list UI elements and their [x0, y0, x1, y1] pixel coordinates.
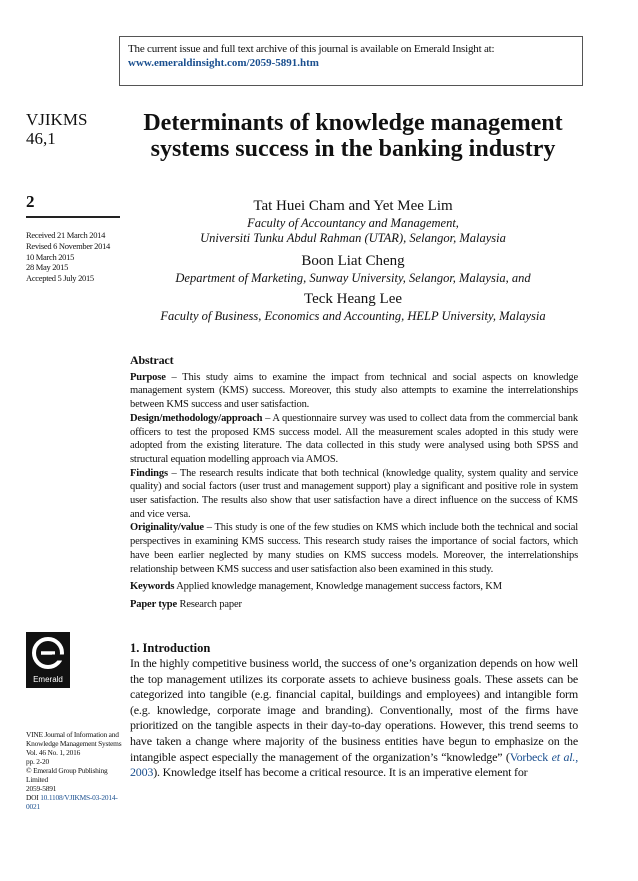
keywords: Keywords Applied knowledge management, Knowledge management success factors, KM — [130, 581, 502, 593]
journal-info: VINE Journal of Information and Knowledge Management Systems Vol. 46 No. 1, 2016 pp. 2-20 © Emerald Group Publishing Limited 2059-5891 DOI 10.1108/VJIKMS-03-2014-0021 — [26, 730, 126, 811]
abstract — [130, 354, 578, 612]
received-dates: Received 21 March 2014 Revised 6 November 2014 10 March 2015 28 May 2015 Accepted 5 July 2015 — [26, 230, 110, 284]
abstract-originality: Originality/value – This study is one of the few studies on KMS which include both the technical and social perspectives in examining KMS success. This research study raises the importance of social factors, which have been earlier neglected by many studies on KMS success models. Moreover, the interrelationships relationship between KMS success and user satisfaction also been examined in this study. — [130, 522, 578, 575]
affiliation-3: Faculty of Business, Economics and Accounting, HELP University, Malaysia — [160, 309, 546, 323]
authors-3: Teck Heang Lee — [303, 291, 403, 307]
abstract-heading: Abstract — [130, 353, 174, 367]
doi: DOI 10.1108/VJIKMS-03-2014-0021 — [26, 793, 118, 811]
authors-2: Boon Liat Cheng — [301, 253, 405, 269]
abstract-purpose: Purpose – This study aims to examine the impact from technical and social aspects on knowledge management system (KMS) success. Moreover, this study also attempts to examine the interrelationships between KMS success and user satisfaction. — [130, 371, 578, 411]
abstract-design: Design/methodology/approach – A questionnaire survey was used to collect data from the commercial bank officers to test the proposed KMS success model. All the measurement scales adopted in this study were adopted from the existing literature. The data collected in this study were analysed using both SPSS and structural equation modelling approach via AMOS. — [130, 412, 578, 465]
abstract-findings: Findings – The research results indicate that both technical (knowledge quality, system quality and service quality) and social factors (user trust and management support) play a significant and positive role in system user satisfaction. The results also show that user satisfaction have a direct influence on the success of KMS and vice versa. — [130, 467, 578, 520]
paper-title: Determinants of knowledge management systems success in the banking industry — [143, 110, 563, 162]
paper-type: Paper type Research paper — [130, 598, 242, 610]
journal-availability-box — [119, 36, 583, 86]
introduction-section — [130, 640, 578, 781]
journal-code: VJIKMS 46,1 — [26, 110, 88, 148]
section-heading: 1. Introduction — [130, 641, 211, 655]
intro-paragraph: In the highly competitive business world, the success of one’s organization depends on how well the top management utilizes its corporate assets to achieve business goals. These assets can be categorized into tangible (e.g. financial capital, buildings and employees) and intangible form (e.g. knowledge, corporate image and branding). Conventionally, most of the firms have prioritized on the tangible aspects in their day-to-day operations. However, this trend seems to have taken a change where majority of the business entities have begun to emphasize on the intangible aspect especially the management of the organization’s “knowledge” (Vorbeck et al., 2003). Knowledge itself has become a critical resource. It is an imperative element for — [130, 656, 578, 780]
availability-text: The current issue and full text archive of this journal is available on Emerald Insight at: — [128, 43, 495, 55]
emerald-e-icon — [26, 632, 70, 674]
logo-label: Emerald — [33, 675, 63, 684]
page-number: 2 — [26, 192, 35, 211]
citation-link[interactable]: Vorbeck et al., 2003 — [130, 749, 578, 780]
doi-link[interactable]: 10.1108/VJIKMS-03-2014-0021 — [26, 793, 118, 811]
affiliation-1: Faculty of Accountancy and Management, Universiti Tunku Abdul Rahman (UTAR), Selangor, Malaysia — [200, 216, 506, 245]
emerald-logo — [26, 632, 70, 688]
affiliation-2: Department of Marketing, Sunway University, Selangor, Malaysia, and — [175, 271, 531, 285]
authors-1: Tat Huei Cham and Yet Mee Lim — [253, 198, 453, 214]
sidebar-rule — [26, 216, 120, 218]
journal-url-link[interactable]: www.emeraldinsight.com/2059-5891.htm — [128, 57, 319, 69]
